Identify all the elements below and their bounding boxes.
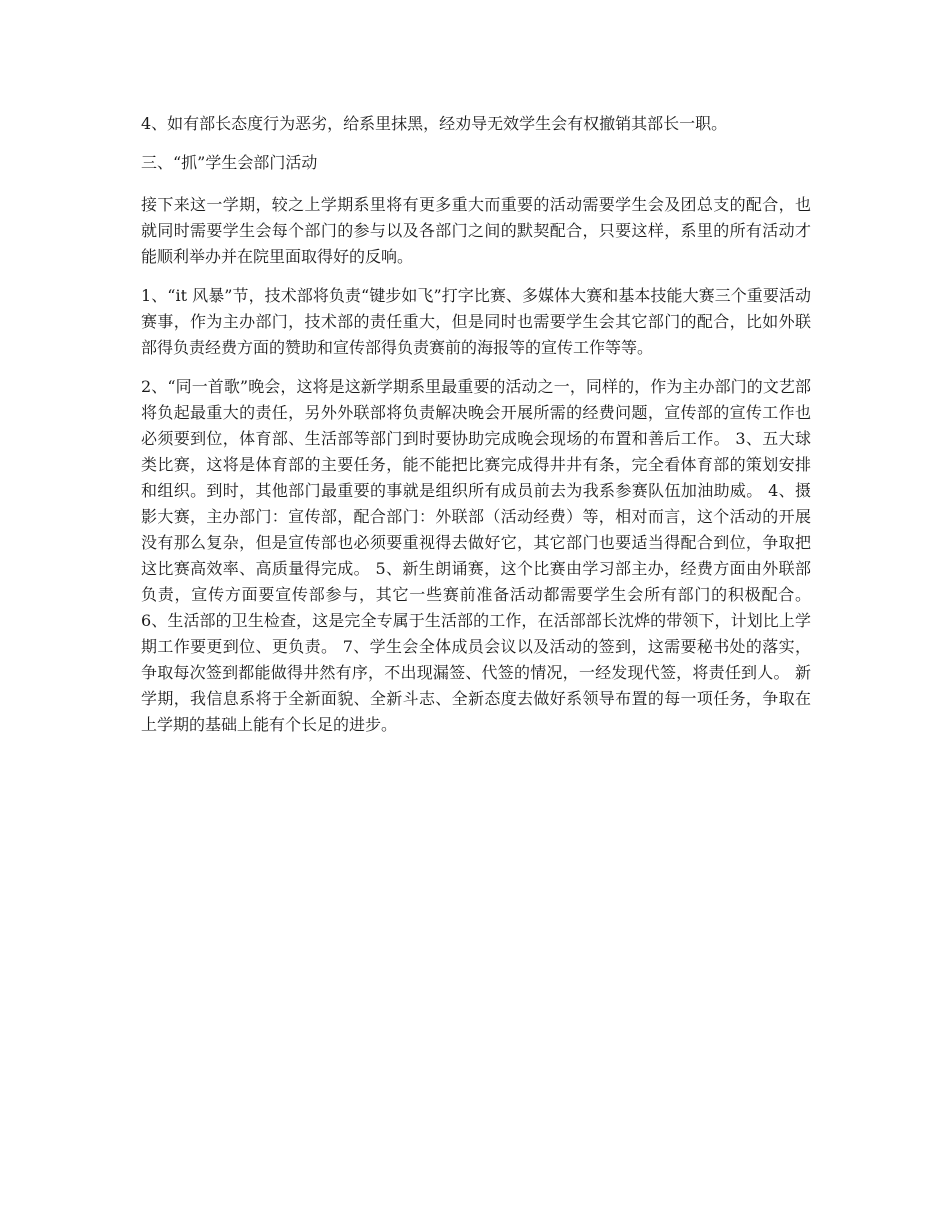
paragraph-it-storm: 1、“it 风暴”节，技术部将负责“键步如飞”打字比赛、多媒体大赛和基本技能大赛三个重要活动赛事，作为主办部门，技术部的责任重大，但是同时也需要学生会其它部门的配合，比如外联部得负责经费方面的赞助和宣传部得负责赛前的海报等的宣传工作等等。 xyxy=(141,286,811,357)
paragraph-item-4: 4、如有部长态度行为恶劣，给系里抹黑，经劝导无效学生会有权撤销其部长一职。 xyxy=(141,114,728,133)
document-body xyxy=(141,111,811,751)
section-heading: 三、“抓”学生会部门活动 xyxy=(141,153,318,172)
paragraph-intro: 接下来这一学期，较之上学期系里将有更多重大而重要的活动需要学生会及团总支的配合，也就同时需要学生会每个部门的参与以及各部门之间的默契配合，只要这样，系里的所有活动才能顺利举办并在院里面取得好的反响。 xyxy=(141,195,811,266)
paragraph-activities: 2、“同一首歌”晚会，这将是这新学期系里最重要的活动之一，同样的，作为主办部门的文艺部将负起最重大的责任，另外外联部将负责解决晚会开展所需的经费问题，宣传部的宣传工作也必须要到位，体育部、生活部等部门到时要协助完成晚会现场的布置和善后工作。 3、五大球类比赛，这将是体育部的主要任务，能不能把比赛完成得井井有条，完全看体育部的策划安排和组织。到时，其他部门最重要的事就是组织所有成员前去为我系参赛队伍加油助威。 4、摄影大赛，主办部门：宣传部，配合部门：外联部（活动经费）等，相对而言，这个活动的开展没有那么复杂，但是宣传部也必须要重视得去做好它，其它部门也要适当得配合到位，争取把这比赛高效率、高质量得完成。 5、新生朗诵赛，这个比赛由学习部主办，经费方面由外联部负责，宣传方面要宣传部参与，其它一些赛前准备活动都需要学生会所有部门的积极配合。 6、生活部的卫生检查，这是完全专属于生活部的工作，在活部部长沈烨的带领下，计划比上学期工作要更到位、更负责。 7、学生会全体成员会议以及活动的签到，这需要秘书处的落实，争取每次签到都能做得井然有序，不出现漏签、代签的情况，一经发现代签，将责任到人。 新学期，我信息系将于全新面貌、全新斗志、全新态度去做好系领导布置的每一项任务，争取在上学期的基础上能有个长足的进步。 xyxy=(141,377,811,734)
